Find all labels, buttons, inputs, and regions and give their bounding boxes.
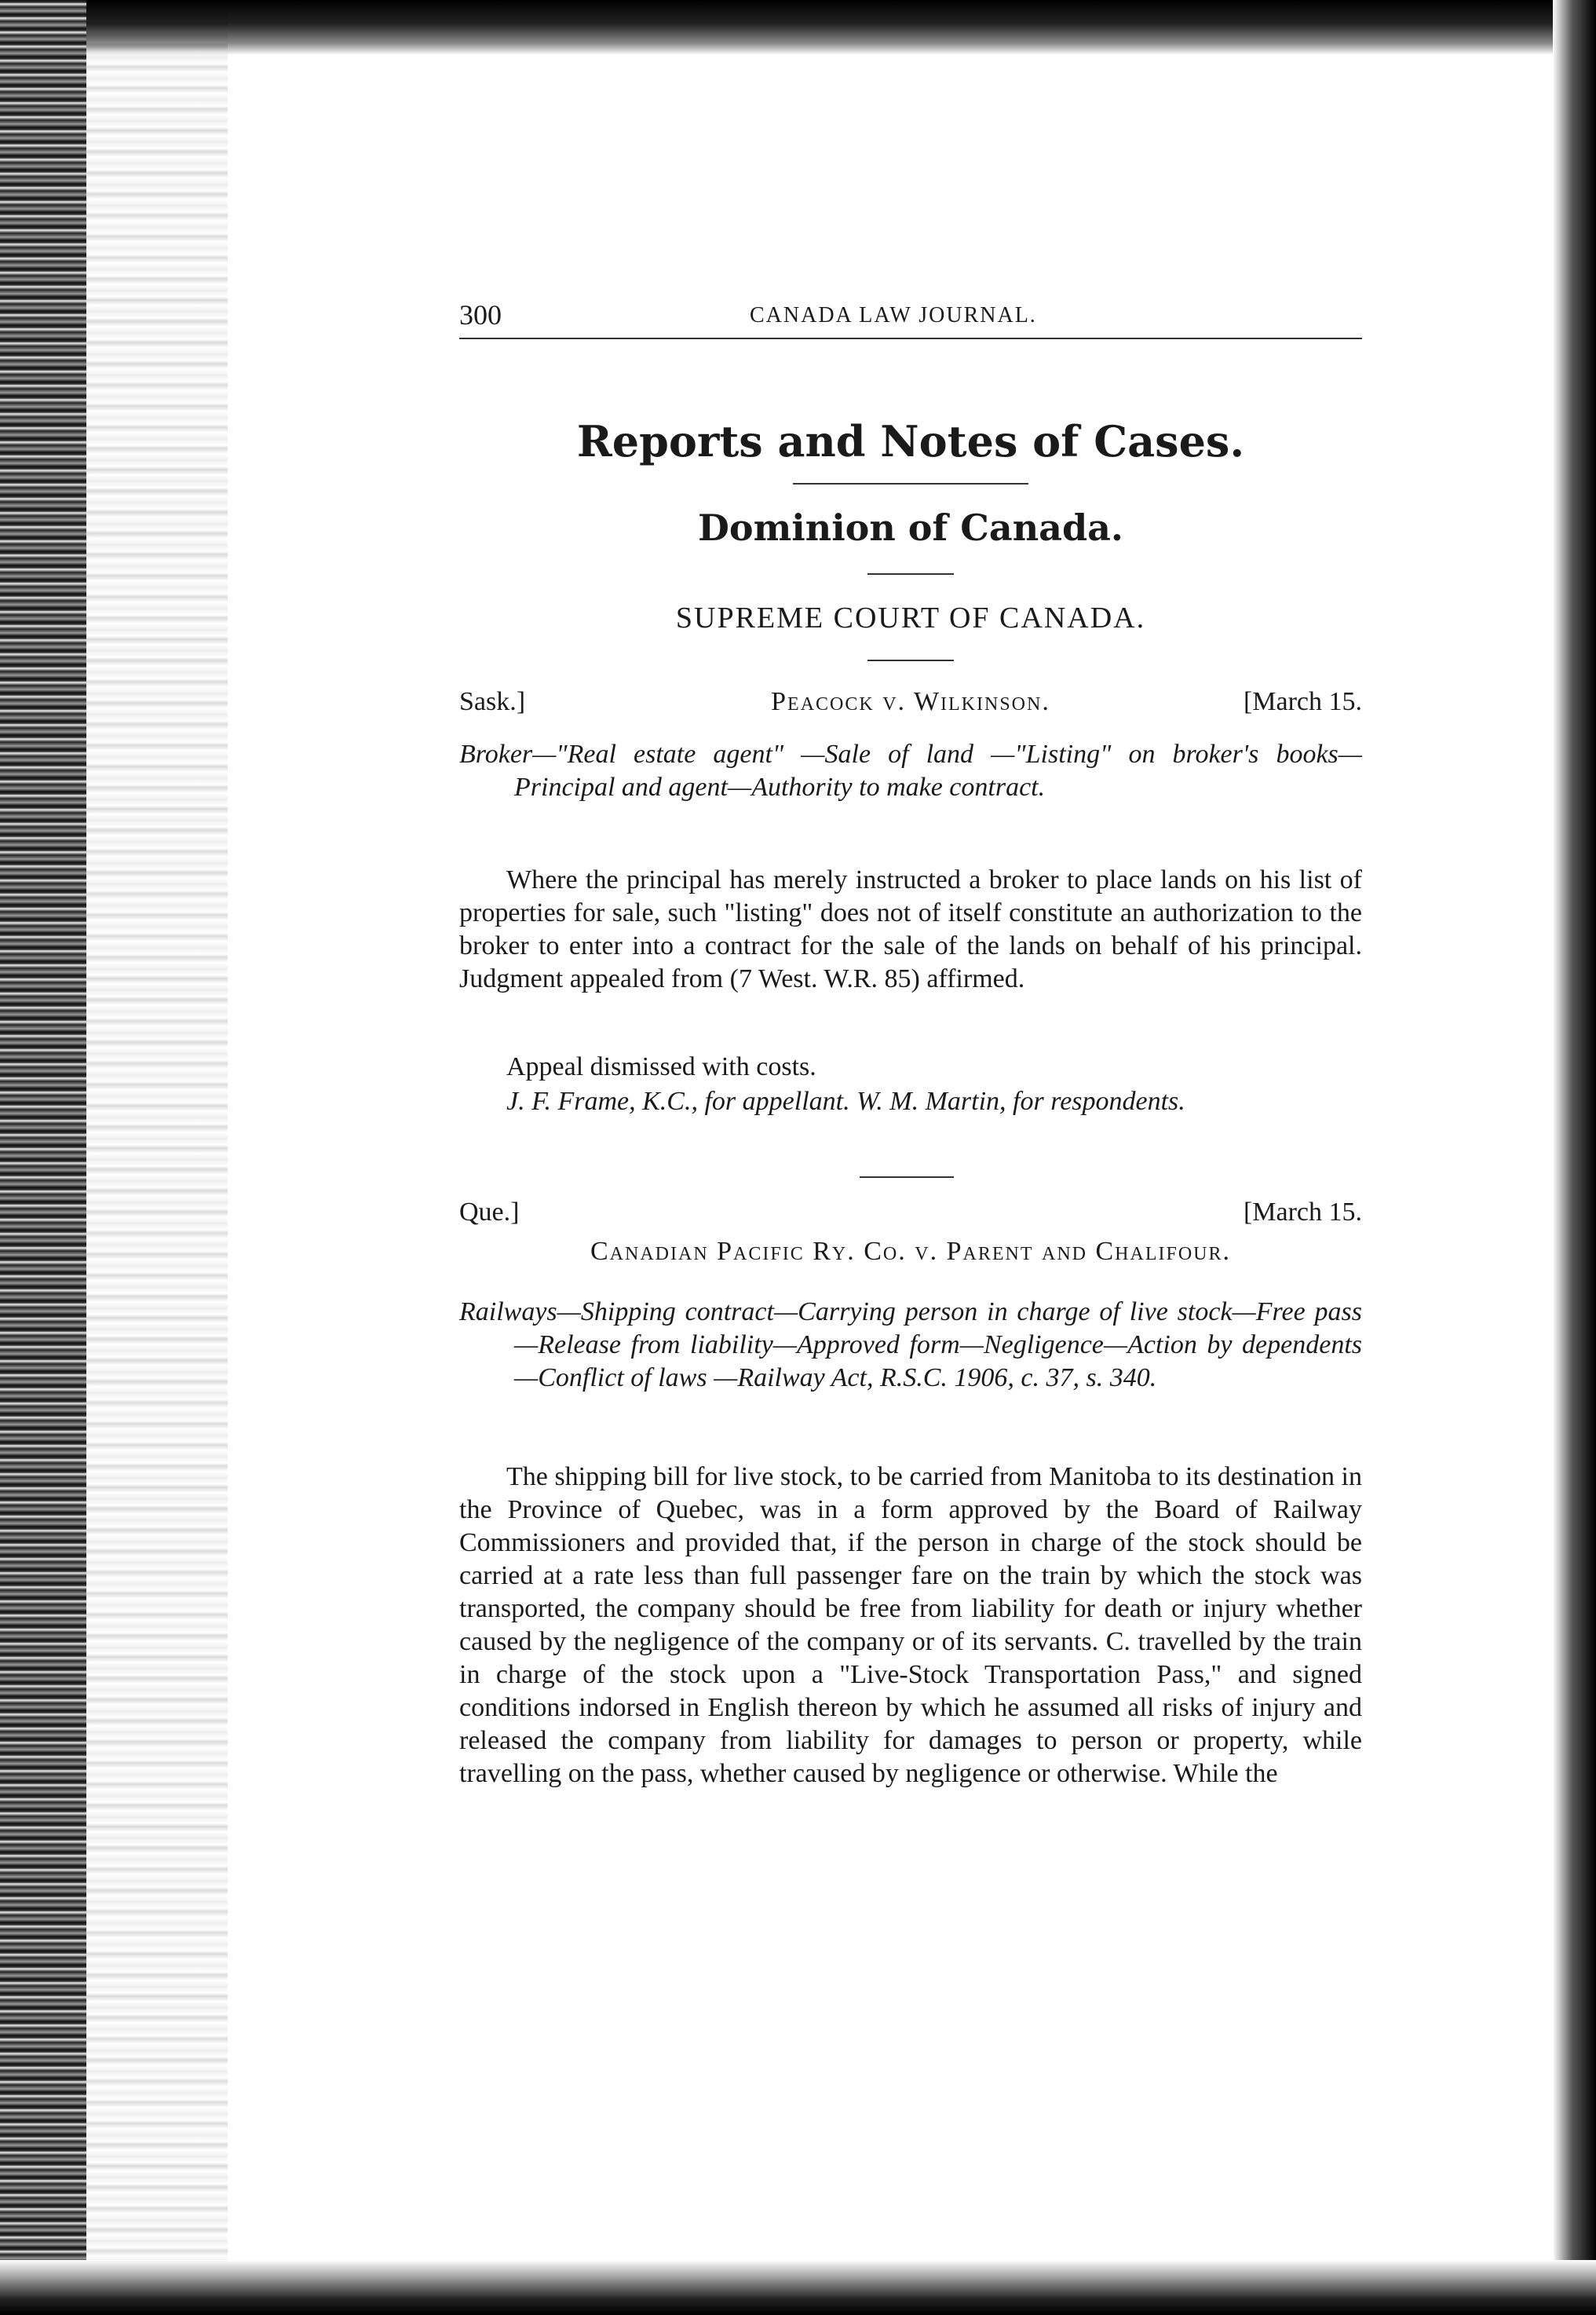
case-date: [March 15. [1243,1198,1362,1227]
case-disposition: Appeal dismissed with costs. [506,1052,816,1081]
divider [867,573,954,575]
scan-edge-top [0,0,1596,55]
scan-edge-left-shadow [86,0,228,2315]
running-head [459,298,1362,339]
divider [867,660,954,661]
scan-edge-right [1553,0,1596,2315]
case-body: Where the principal has merely instructed a broker to place lands on his list of properties for sale, such "listing" does not of itself constitute an authorization to the broker to enter into a contract for the sale of the lands on behalf of his principal. Judgment appealed from (7 West. W.R. 85) affirmed. [459,865,1362,993]
case-name: Canadian Pacific Ry. Co. v. Parent and Chalifour. [590,1237,1231,1266]
case-counsel: J. F. Frame, K.C., for appellant. W. M. Martin, for respondents. [506,1087,1185,1116]
journal-title: CANADA LAW JOURNAL. [750,303,1037,327]
case-headnote: Railways—Shipping contract—Carrying person in charge of live stock—Free pass—Release from liability—Approved form—Negligence—Action by dependents—Conflict of laws —Railway Act, R.S.C. 1906, c. 37, s. 340. [459,1297,1362,1392]
section-title: Reports and Notes of Cases. [576,416,1245,466]
page-number: 300 [459,299,502,331]
case-name: Peacock v. Wilkinson. [771,687,1050,716]
case-body: The shipping bill for live stock, to be carried from Manitoba to its destination in the Province of Quebec, was in a form approved by the Board of Railway Commissioners and provided that, if the person in charge of the stock should be carried at a rate less than full passenger fare on the train by which the stock was transported, the company should be free from liability for death or injury whether caused by the negligence of the company or of its servants. C. travelled by the train in charge of the stock upon a "Live-Stock Transportation Pass," and signed conditions indorsed in English thereon by which he assumed all risks of injury and released the company from liability for damages to person or property, while travelling on the pass, whether caused by negligence or otherwise. While the [459,1462,1362,1788]
subsection-title: Dominion of Canada. [698,507,1123,549]
case-province: Sask.] [459,687,526,716]
divider [793,483,1028,485]
scan-edge-bottom [0,2260,1596,2315]
case-headnote: Broker—"Real estate agent" —Sale of land —"Listing" on broker's books—Principal and agent—Authority to make contract. [459,740,1362,802]
scan-edge-left [0,0,86,2315]
case-province: Que.] [459,1198,520,1227]
divider [860,1176,954,1178]
case-date: [March 15. [1243,687,1362,716]
court-name: SUPREME COURT OF CANADA. [675,602,1146,635]
